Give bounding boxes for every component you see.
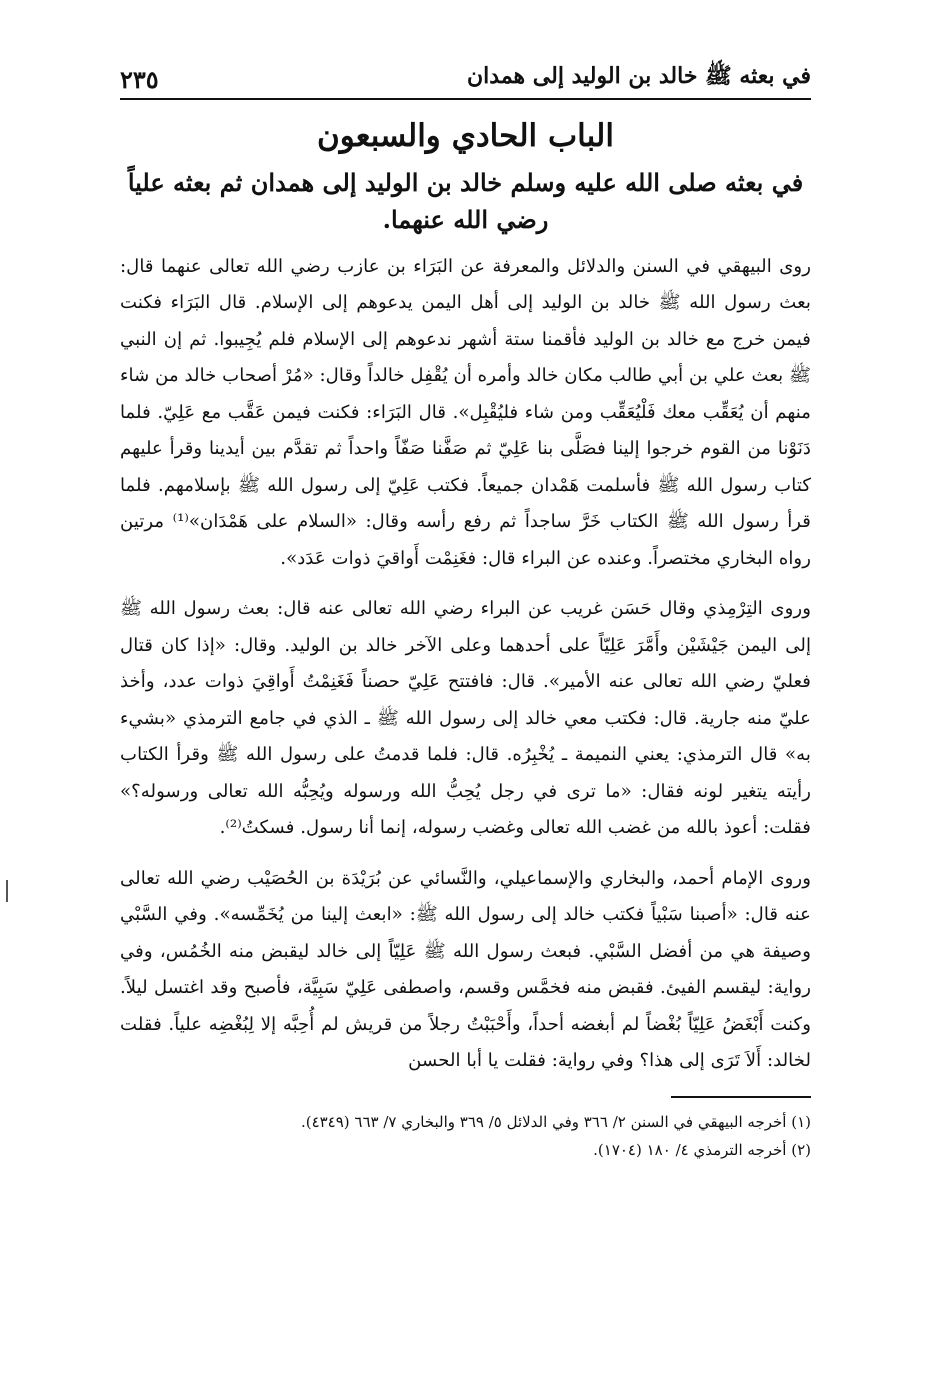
footnotes	[120, 1108, 811, 1164]
footnote-2: (٢) أخرجه الترمذي ٤/ ١٨٠ (١٧٠٤).	[593, 1140, 811, 1159]
scan-margin-mark	[6, 880, 8, 902]
chapter-title: الباب الحادي والسبعون	[317, 118, 614, 154]
footnote-divider	[671, 1096, 811, 1098]
running-head: في بعثه ﷺ خالد بن الوليد إلى همدان	[467, 63, 811, 89]
footnote-1: (١) أخرجه البيهقي في السنن ٢/ ٣٦٦ وفي الدلائل ٥/ ٣٦٩ والبخاري ٧/ ٦٦٣ (٤٣٤٩).	[300, 1112, 811, 1131]
page-number: ٢٣٥	[120, 65, 159, 94]
paragraph-bayhaqi: روى البيهقي في السنن والدلائل والمعرفة عن البَرَاء بن عازب رضي الله تعالى عنهما قال: بعث رسول الله ﷺ خالد بن الوليد إلى أهل اليمن يدعوهم إلى الإسلام. قال البَرَاء فكنت فيمن خرج مع خالد بن الوليد فأقمنا ستة أشهر ندعوهم إلى الإسلام فلم يُجِيبوا. ثم إن النبي ﷺ بعث علي بن أبي طالب مكان خالد وأمره أن يُقْفِل خالداً وقال: «مُرْ أصحاب خالد من شاء منهم أن يُعَقِّب معك فَلْيُعَقِّب ومن شاء فليُقْبِل». قال البَرَاء: فكنت فيمن عَقَّب مع عَلِيّ. فلما دَنَوْنا من القوم خرجوا إلينا فصَلَّى بنا عَلِيّ ثم صَفَّنا صَفّاً واحداً ثم تقدَّم بين أيدينا وقرأ عليهم كتاب رسول الله ﷺ فأسلمت هَمْدان جميعاً. فكتب عَلِيّ إلى رسول الله ﷺ بإسلامهم. فلما قرأ رسول الله ﷺ الكتاب خَرَّ ساجداً ثم رفع رأسه وقال: «السلام على هَمْدَان»⁽¹⁾ مرتين رواه البخاري مختصراً. وعنده عن البراء قال: فغَنِمْت أَواقيَ ذوات عَدَد».	[120, 255, 811, 569]
paragraph-ahmad: وروى الإمام أحمد، والبخاري والإسماعيلي، والنَّسائي عن بُرَيْدَة بن الحُصَيْب رضي الله تعالى عنه قال: «أصبنا سَبْياً فكتب خالد إلى رسول الله ﷺ: «ابعث إلينا من يُخَمِّسه». وفي السَّبْي وصيفة هي من أفضل السَّبْي. فبعث رسول الله ﷺ عَلِيّاً إلى خالد ليقبض منه الخُمُس، وفي رواية: ليقسم الفيئ. فقبض منه فخمَّس وقسم، واصطفى عَلِيّ سَبِيَّة، فأصبح وقد اغتسل ليلاً. وكنت أَبْغَضُ عَلِيّاً بُغْضاً لم أبغضه أحداً، وأَحْبَبْتُ رجلاً من قريش لم أُحِبَّه إلا لِبُغْضِه علياً. فقلت لخالد: أَلاَ تَرَى إلى هذا؟ وفي رواية: فقلت يا أبا الحسن	[120, 867, 811, 1072]
body-text	[120, 249, 811, 1080]
chapter-subtitle: في بعثه صلى الله عليه وسلم خالد بن الوليد إلى همدان ثم بعثه علياً رضي الله عنهما.	[127, 168, 804, 235]
page-header	[120, 52, 811, 100]
paragraph-tirmidhi: وروى التِرْمِذي وقال حَسَن غريب عن البراء رضي الله تعالى عنه قال: بعث رسول الله ﷺ إلى اليمن جَيْشَيْن وأَمَّرَ عَلِيّاً على أحدهما وعلى الآخر خالد بن الوليد. وقال: «إذا كان قتال فعليّ رضي الله تعالى عنه الأمير». قال: فافتتح عَلِيّ حصناً فَغَنِمْتُ أَواقِيَ ذوات عدد، وأخذ عليّ منه جارية. قال: فكتب معي خالد إلى رسول الله ﷺ ـ الذي في جامع الترمذي «بشيء به» قال الترمذي: يعني النميمة ـ يُخْبِرُه. قال: فلما قدمتُ على رسول الله ﷺ وقرأ الكتاب رأيته يتغير لونه فقال: «ما ترى في رجل يُحِبُّ الله ورسوله ويُحِبُّه الله تعالى ورسوله؟» فقلت: أعوذ بالله من غضب الله تعالى وغضب رسوله، إنما أنا رسول. فسكتُ⁽²⁾.	[120, 598, 812, 839]
